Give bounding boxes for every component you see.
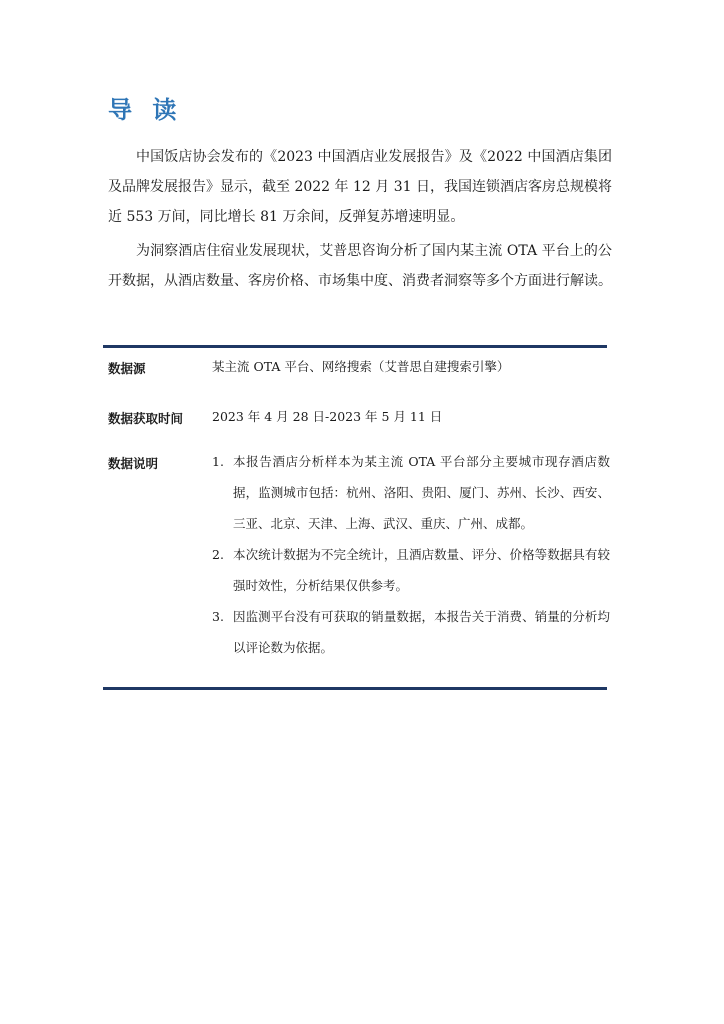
data-note-text: 本报告酒店分析样本为某主流 OTA 平台部分主要城市现存酒店数据，监测城市包括：杭州、洛阳、贵阳、厦门、苏州、长沙、西安、三亚、北京、天津、上海、武汉、重庆、广州、成都。: [233, 454, 610, 531]
data-period-label: 数据获取时间: [108, 411, 184, 426]
data-note-item: [212, 446, 610, 539]
data-notes-list: [212, 446, 610, 663]
data-source-value: 某主流 OTA 平台、网络搜索（艾普思自建搜索引擎）: [212, 359, 510, 374]
data-source-label: 数据源: [108, 361, 146, 376]
page-title: 导 读: [108, 96, 183, 124]
table-top-rule: [103, 345, 607, 348]
data-note-item: [212, 539, 610, 601]
data-note-number: 1.: [212, 454, 224, 469]
data-notes-label: 数据说明: [108, 456, 159, 471]
intro-paragraph-2: 为洞察酒店住宿业发展现状，艾普思咨询分析了国内某主流 OTA 平台上的公开数据，从酒店数量、客房价格、市场集中度、消费者洞察等多个方面进行解读。: [108, 243, 612, 289]
data-note-number: 2.: [212, 547, 224, 562]
data-note-text: 因监测平台没有可获取的销量数据，本报告关于消费、销量的分析均以评论数为依据。: [233, 609, 610, 655]
data-note-number: 3.: [212, 609, 224, 624]
data-note-text: 本次统计数据为不完全统计，且酒店数量、评分、价格等数据具有较强时效性，分析结果仅供参考。: [233, 547, 610, 593]
table-bottom-rule: [103, 687, 607, 690]
intro-paragraph-1: 中国饭店协会发布的《2023 中国酒店业发展报告》及《2022 中国酒店集团及品牌发展报告》显示，截至 2022 年 12 月 31 日，我国连锁酒店客房总规模将近 553 万间，同比增长 81 万余间，反弹复苏增速明显。: [108, 149, 612, 225]
data-period-value: 2023 年 4 月 28 日-2023 年 5 月 11 日: [212, 409, 443, 424]
data-note-item: [212, 601, 610, 663]
